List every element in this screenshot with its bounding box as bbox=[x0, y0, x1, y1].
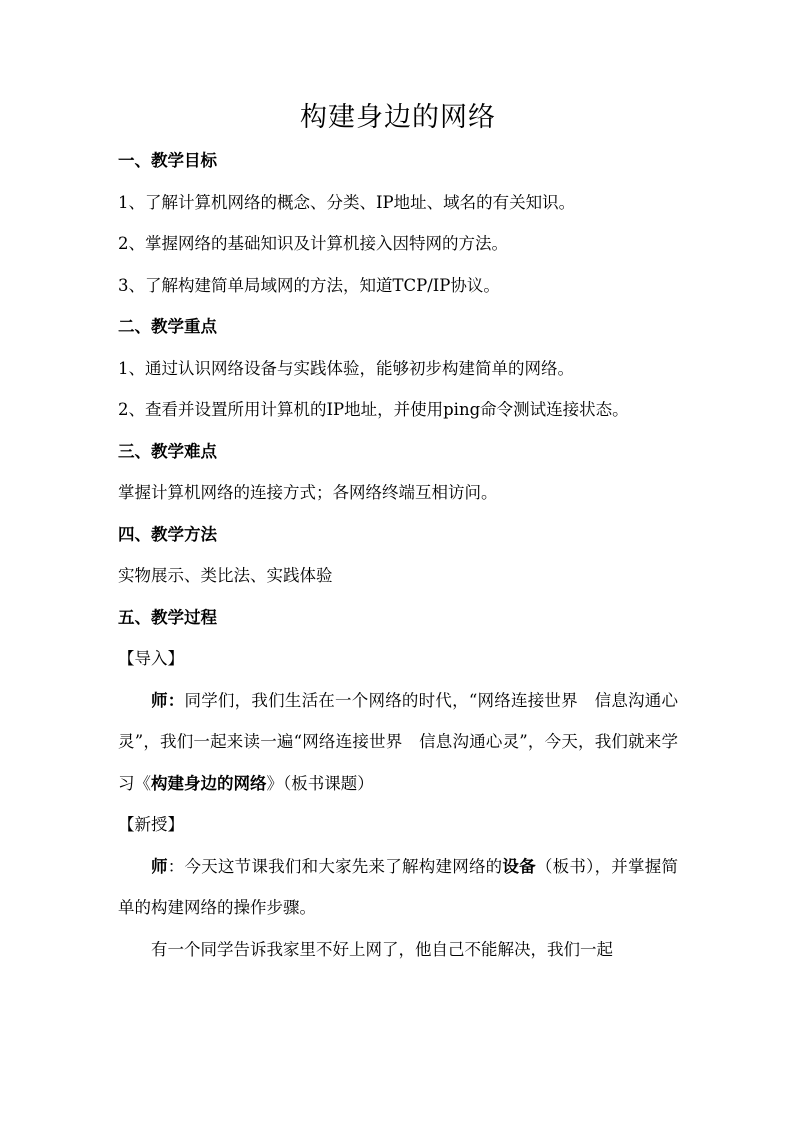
section-heading-difficulties: 三、教学难点 bbox=[118, 441, 217, 461]
document-title: 构建身边的网络 bbox=[300, 102, 496, 133]
goal-item-3: 3、了解构建简单局域网的方法，知道TCP/IP协议。 bbox=[118, 275, 500, 295]
section-heading-goals: 一、教学目标 bbox=[118, 151, 217, 170]
intro-lesson-title: 构建身边的网络 bbox=[151, 773, 267, 793]
new-lesson-text-before: ：今天这节课我们和大家先来了解构建网络的 bbox=[167, 856, 503, 876]
methods-text: 实物展示、类比法、实践体验 bbox=[118, 566, 333, 585]
last-paragraph: 有一个同学告诉我家里不好上网了，他自己不能解决，我们一起 bbox=[151, 939, 613, 959]
intro-label: 【导入】 bbox=[118, 649, 184, 668]
intro-paragraph bbox=[118, 680, 678, 805]
goal-item-1: 1、了解计算机网络的概念、分类、IP地址、域名的有关知识。 bbox=[118, 192, 576, 212]
section-heading-key-points: 二、教学重点 bbox=[118, 317, 217, 336]
new-lesson-speaker: 师 bbox=[151, 856, 168, 876]
new-lesson-paragraph bbox=[118, 846, 678, 929]
section-heading-methods: 四、教学方法 bbox=[118, 524, 217, 544]
document-page bbox=[118, 96, 678, 970]
intro-text-before: 同学们，我们生活在一个网络的时代，“网络连接世界 信息沟通心灵”，我们一起来读一遍“网络连接世界 信息沟通心灵”，今天，我们就来学习《 bbox=[118, 690, 679, 793]
intro-speaker: 师： bbox=[151, 690, 185, 710]
key-point-item-2: 2、查看并设置所用计算机的IP地址，并使用ping命令测试连接状态。 bbox=[118, 400, 629, 419]
new-lesson-label: 【新授】 bbox=[118, 815, 184, 834]
new-lesson-text-after: （板书），并掌握简单的构建网络的操作步骤。 bbox=[118, 856, 679, 917]
difficulties-text: 掌握计算机网络的连接方式；各网络终端互相访问。 bbox=[118, 483, 498, 502]
new-lesson-keyword: 设备 bbox=[502, 856, 536, 876]
goal-item-2: 2、掌握网络的基础知识及计算机接入因特网的方法。 bbox=[118, 234, 508, 253]
key-point-item-1: 1、通过认识网络设备与实践体验，能够初步构建简单的网络。 bbox=[118, 358, 574, 378]
intro-text-after: 》（板书课题） bbox=[266, 773, 374, 793]
section-heading-process: 五、教学过程 bbox=[118, 607, 217, 627]
